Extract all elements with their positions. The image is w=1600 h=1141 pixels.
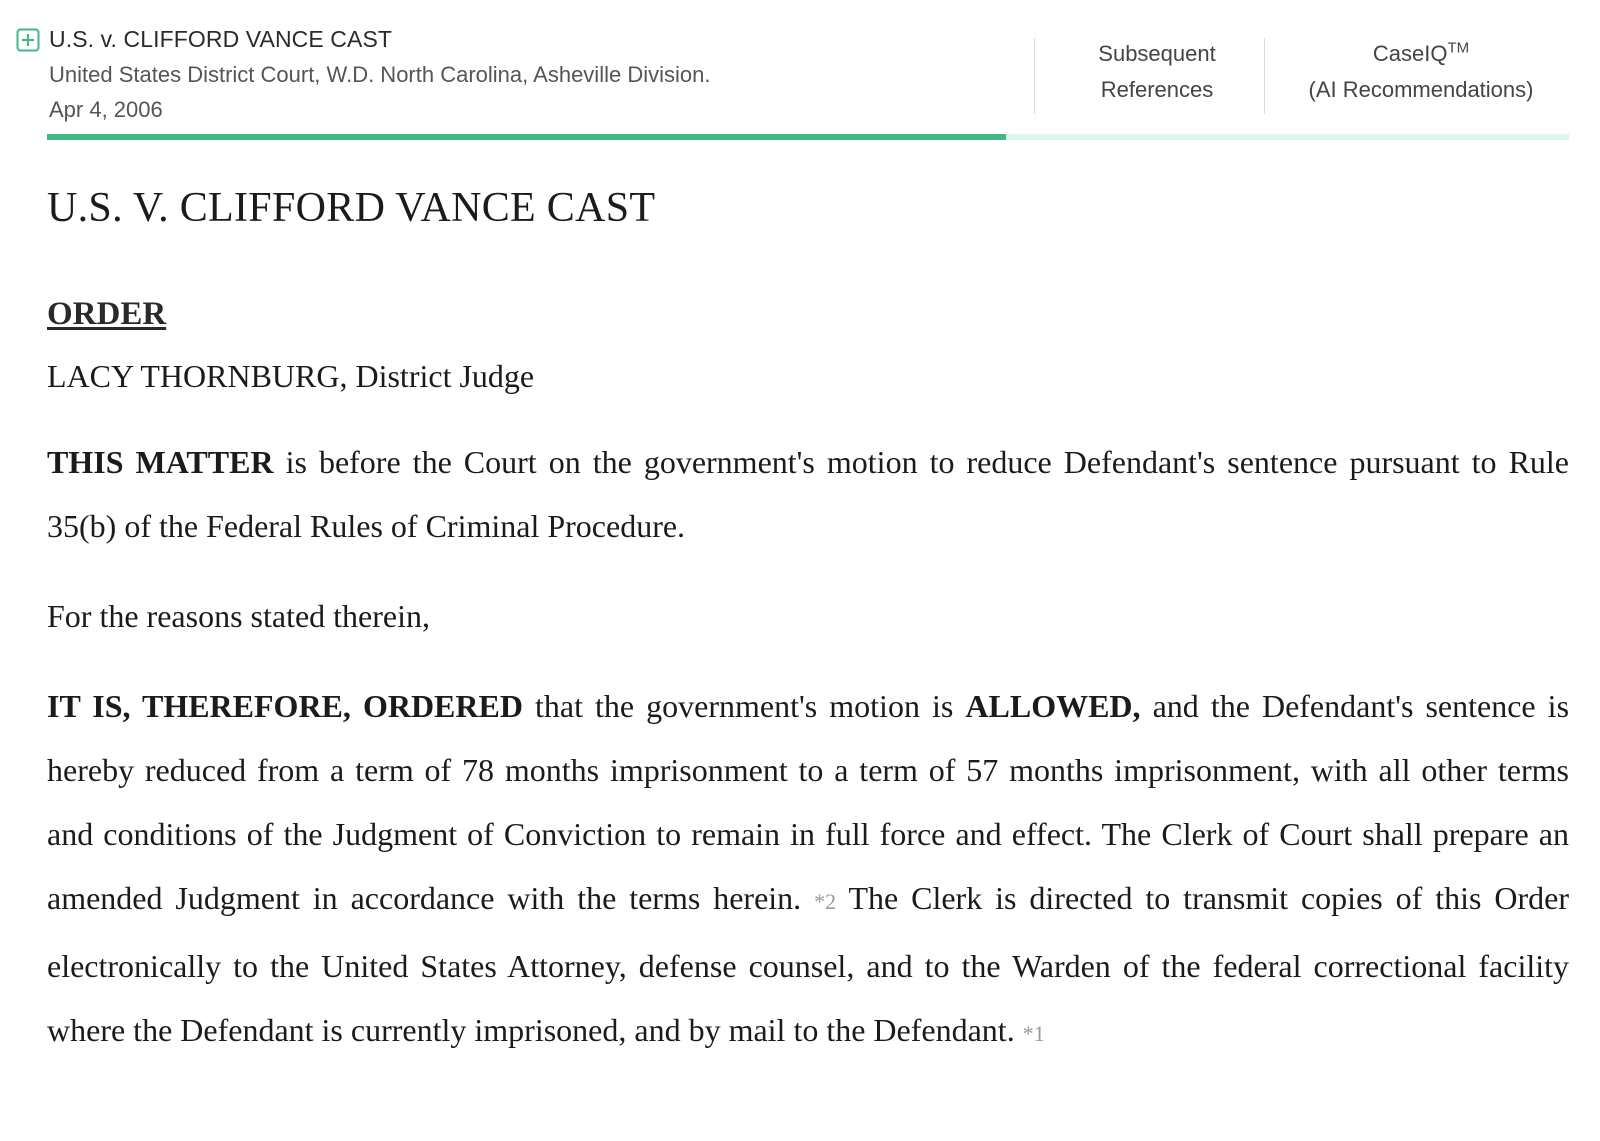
tab-caseiq-line1 [1276, 36, 1566, 72]
tab-divider [1264, 38, 1265, 114]
ordered-bold: IT IS, THEREFORE, ORDERED [47, 688, 523, 724]
tab-subsequent-line1: Subsequent [1098, 41, 1216, 66]
tab-subsequent-line2: References [1100, 77, 1214, 102]
tab-subsequent-references[interactable] [1046, 36, 1268, 108]
paragraph-order [47, 674, 1569, 1066]
paragraph-text: For the reasons stated therein, [47, 598, 430, 634]
reading-progress-fill [47, 134, 1006, 140]
document-title: U.S. V. CLIFFORD VANCE CAST [47, 185, 656, 231]
paragraph-reasons [47, 584, 1569, 648]
judge-name: LACY THORNBURG, District Judge [47, 358, 535, 394]
case-name: U.S. v. CLIFFORD VANCE CAST [49, 26, 393, 52]
tab-caseiq[interactable] [1276, 36, 1566, 108]
order-heading: ORDER [47, 296, 167, 332]
plus-square-icon[interactable] [16, 28, 40, 52]
allowed-bold: ALLOWED, [965, 688, 1141, 724]
court-name: United States District Court, W.D. North Carolina, Asheville Division. [49, 62, 711, 87]
caseiq-label: CaseIQ [1372, 41, 1448, 66]
case-header [0, 0, 1600, 150]
tab-caseiq-line2: (AI Recommendations) [1308, 77, 1534, 102]
tab-divider [1034, 38, 1035, 114]
star-page-marker: *1 [1022, 1021, 1045, 1046]
lead-in-bold: THIS MATTER [47, 444, 274, 480]
paragraph-text: The Clerk is directed to transmit copies of this Order electronically to the United States Attorney, defense counsel, and to the Warden of the federal correctional facility where the Defendant is currently imprisoned, and by mail to the Defendant. [47, 880, 1570, 1048]
trademark-mark: TM [1447, 39, 1470, 57]
reading-progress-bar [47, 134, 1569, 140]
star-page-marker: *2 [814, 889, 837, 914]
paragraph-text: is before the Court on the government's motion to reduce Defendant's sentence pursuant to Rule 35(b) of the Federal Rules of Criminal Procedure. [47, 444, 1570, 544]
paragraph-text: that the government's motion is [522, 688, 966, 724]
document-body [47, 170, 1569, 1066]
paragraph-text: and the Defendant's sentence is hereby reduced from a term of 78 months imprisonment to a term of 57 months imprisonment, with all other terms and conditions of the Judgment of Conviction to remain in full force and effect. The Clerk of Court shall prepare an amended Judgment in accordance with the terms herein. [47, 688, 1570, 916]
paragraph-matter [47, 430, 1569, 558]
decision-date: Apr 4, 2006 [49, 97, 163, 122]
